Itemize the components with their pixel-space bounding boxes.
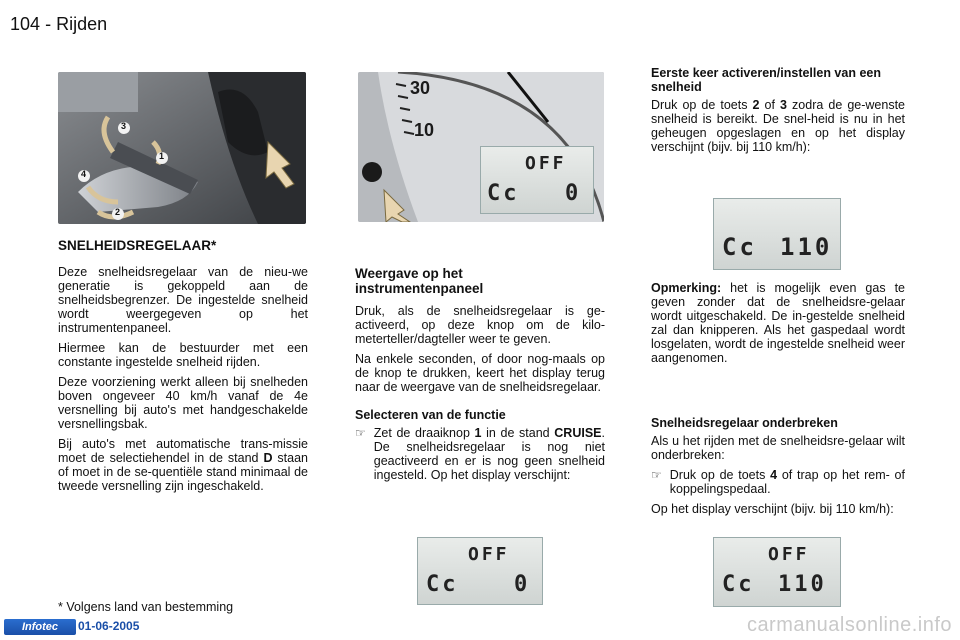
lcd-line1: OFF bbox=[468, 544, 510, 565]
lcd-line2-left: Cc bbox=[426, 572, 459, 597]
cruise-stalk-photo bbox=[58, 72, 306, 224]
paragraph: Druk, als de snelheidsregelaar is ge-activeerd, op deze knop om de kilo-meterteller/dagteller weer te geven. bbox=[355, 304, 605, 346]
callout-label-1: 1 bbox=[159, 151, 165, 161]
lcd-cc-110 bbox=[713, 198, 841, 270]
infotec-logo: Infotec bbox=[4, 619, 76, 635]
lcd-line1: OFF bbox=[768, 544, 810, 565]
column-1-body bbox=[58, 265, 308, 493]
lcd-off-zero bbox=[417, 537, 543, 605]
section-title: Rijden bbox=[56, 14, 108, 34]
pointer-icon: ☞ bbox=[355, 426, 366, 440]
lcd-line2-left: Cc bbox=[722, 572, 755, 597]
watermark-site: carmanualsonline.info bbox=[746, 614, 952, 636]
interrupt-text: Als u het rijden met de snelheidsre-gelaar wilt onderbreken: ☞ Druk op de toets 4 of trap op het rem- of koppelingspedaal. Op het display verschijnt (bijv. bij 110 km/h): bbox=[651, 434, 905, 516]
callout-label-2: 2 bbox=[115, 207, 121, 217]
gauge-label-10: 10 bbox=[414, 120, 435, 140]
column-2-body bbox=[355, 304, 605, 482]
activation-text: Druk op de toets 2 of 3 zodra de ge-wenste snelheid is bereikt. De snel-heid is nu in het geheugen opgeslagen en op het display verschijnt (bijv. bij 110 km/h): bbox=[651, 98, 905, 154]
panel-lcd-line2-right: 0 bbox=[565, 181, 582, 206]
paragraph: Deze voorziening werkt alleen bij snelheden boven ongeveer 40 km/h vanaf de 4e versnelling bij auto's met handgeschakelde versnellingsbak. bbox=[58, 375, 308, 431]
interrupt-section bbox=[651, 416, 905, 522]
panel-lcd-line1: OFF bbox=[525, 153, 567, 174]
callout-label-4: 4 bbox=[81, 169, 87, 179]
page-number: 104 bbox=[10, 14, 41, 34]
note-block: Opmerking: het is mogelijk even gas te geven zonder dat de snelheidsre-gelaar wordt uitgeschakeld. De in-gestelde snelheid zal dan knipperen. Als het gaspedaal wordt losgelaten, wordt de ingestelde snelheid weer aangenomen. bbox=[651, 281, 905, 365]
note-label: Opmerking: bbox=[651, 281, 722, 295]
bullet-item: ☞ Zet de draaiknop 1 in de stand CRUISE. De snelheidsregelaar is nog niet geactiveerd en er is nog geen snelheid ingesteld. Op het display verschijnt: bbox=[355, 426, 605, 482]
header-separator: - bbox=[45, 14, 52, 34]
panel-lcd-line2-left: Cc bbox=[487, 181, 520, 206]
panel-lcd bbox=[480, 146, 594, 214]
lcd-line2-left: Cc bbox=[722, 233, 757, 261]
gauge-label-30: 30 bbox=[410, 78, 431, 98]
paragraph: Bij auto's met automatische trans-missie moet de selectiehendel in de stand D staan of moet in de se-quentiële stand minimaal de tweede versnelling zijn ingeschakeld. bbox=[58, 437, 308, 493]
page-header bbox=[10, 14, 107, 35]
column-3 bbox=[651, 66, 905, 160]
lcd-line2-right: 110 bbox=[778, 572, 827, 597]
pointer-icon: ☞ bbox=[651, 468, 662, 482]
section-heading: SNELHEIDSREGELAAR* bbox=[58, 238, 217, 253]
stalk-illustration bbox=[58, 72, 306, 224]
column-1 bbox=[58, 238, 308, 499]
bullet-item: ☞ Druk op de toets 4 of trap op het rem- of koppelingspedaal. bbox=[651, 468, 905, 496]
display-heading: Weergave op het instrumentenpaneel bbox=[355, 266, 484, 296]
paragraph: Na enkele seconden, of door nog-maals op de knop te drukken, keert het display terug naar de weergave van de snelheidsregelaar. bbox=[355, 352, 605, 394]
paragraph: Hiermee kan de bestuurder met een constante ingestelde snelheid rijden. bbox=[58, 341, 308, 369]
instrument-panel-photo bbox=[358, 72, 604, 222]
column-2 bbox=[355, 266, 605, 482]
paragraph: Deze snelheidsregelaar van de nieu-we generatie is gekoppeld aan de snelheidsbegrenzer. De ingestelde snelheid wordt weergegeven op het instrumentenpaneel. bbox=[58, 265, 308, 335]
activation-subheading: Eerste keer activeren/instellen van een snelheid bbox=[651, 66, 881, 94]
footnote: * Volgens land van bestemming bbox=[58, 600, 234, 614]
interrupt-subheading: Snelheidsregelaar onderbreken bbox=[651, 416, 838, 430]
lcd-off-110 bbox=[713, 537, 841, 607]
function-subheading: Selecteren van de functie bbox=[355, 408, 506, 422]
lcd-line2-right: 0 bbox=[514, 572, 531, 597]
lcd-line2-right: 110 bbox=[780, 233, 833, 261]
callout-label-3: 3 bbox=[121, 121, 127, 131]
footer-date: 01-06-2005 bbox=[78, 619, 140, 633]
